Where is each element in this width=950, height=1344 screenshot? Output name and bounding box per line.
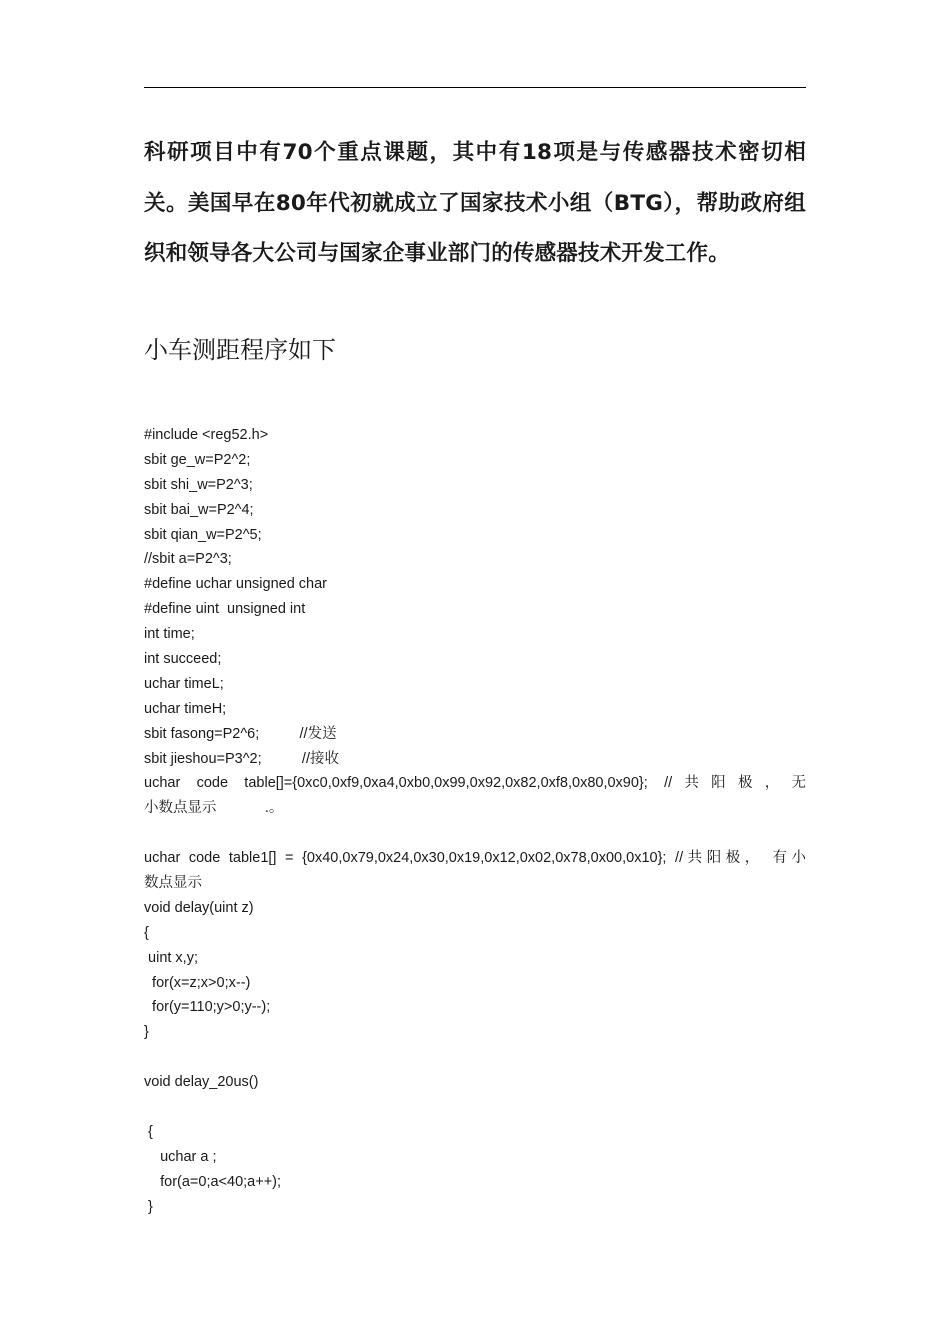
code-line: void delay_20us() [144, 1074, 259, 1091]
blank-line [144, 1095, 806, 1120]
header-rule [144, 87, 806, 88]
code-line: sbit ge_w=P2^2; [144, 451, 251, 468]
code-line: uchar a ; [144, 1148, 217, 1165]
code-line: sbit jieshou=P3^2; //接收 [144, 750, 339, 767]
code-line: } [144, 1024, 149, 1041]
code-line: sbit fasong=P2^6; //发送 [144, 725, 337, 742]
code-line: void delay(uint z) [144, 899, 254, 916]
code-line: uint x,y; [144, 949, 198, 966]
code-line: sbit bai_w=P2^4; [144, 501, 254, 518]
code-line: { [144, 924, 149, 941]
code-line: for(y=110;y>0;y--); [144, 999, 271, 1016]
code-line: sbit qian_w=P2^5; [144, 526, 262, 543]
intro-paragraph: 科研项目中有70个重点课题，其中有18项是与传感器技术密切相关。美国早在80年代初就成立了国家技术小组（BTG），帮助政府组织和领导各大公司与国家企事业部门的传感器技术开发工作。 [144, 140, 806, 266]
code-line: int time; [144, 626, 195, 643]
blank-line [144, 1045, 806, 1070]
code-line: uchar code table[]={0xc0,0xf9,0xa4,0xb0,0x99,0x92,0x82,0xf8,0x80,0x90}; //共阳极，无 [144, 775, 806, 792]
code-line: for(x=z;x>0;x--) [144, 974, 251, 991]
code-line: uchar timeL; [144, 675, 224, 692]
code-line: int succeed; [144, 651, 222, 668]
code-line: 数点显示 [144, 875, 202, 892]
code-line: #include <reg52.h> [144, 427, 269, 443]
code-line: uchar timeH; [144, 700, 227, 717]
blank-line [144, 821, 806, 846]
code-line: sbit shi_w=P2^3; [144, 476, 253, 493]
code-listing [144, 423, 806, 1220]
code-line: //sbit a=P2^3; [144, 551, 232, 568]
code-line: 小数点显示 .。 [144, 800, 284, 817]
code-line: } [144, 1198, 153, 1215]
code-line: #define uint unsigned int [144, 601, 306, 618]
code-line: #define uchar unsigned char [144, 576, 327, 593]
code-line: for(a=0;a<40;a++); [144, 1173, 282, 1190]
section-heading: 小车测距程序如下 [144, 336, 336, 364]
code-line: uchar code table1[] = {0x40,0x79,0x24,0x30,0x19,0x12,0x02,0x78,0x00,0x10}; //共阳极， 有小 [144, 850, 806, 867]
code-line: { [144, 1123, 153, 1140]
